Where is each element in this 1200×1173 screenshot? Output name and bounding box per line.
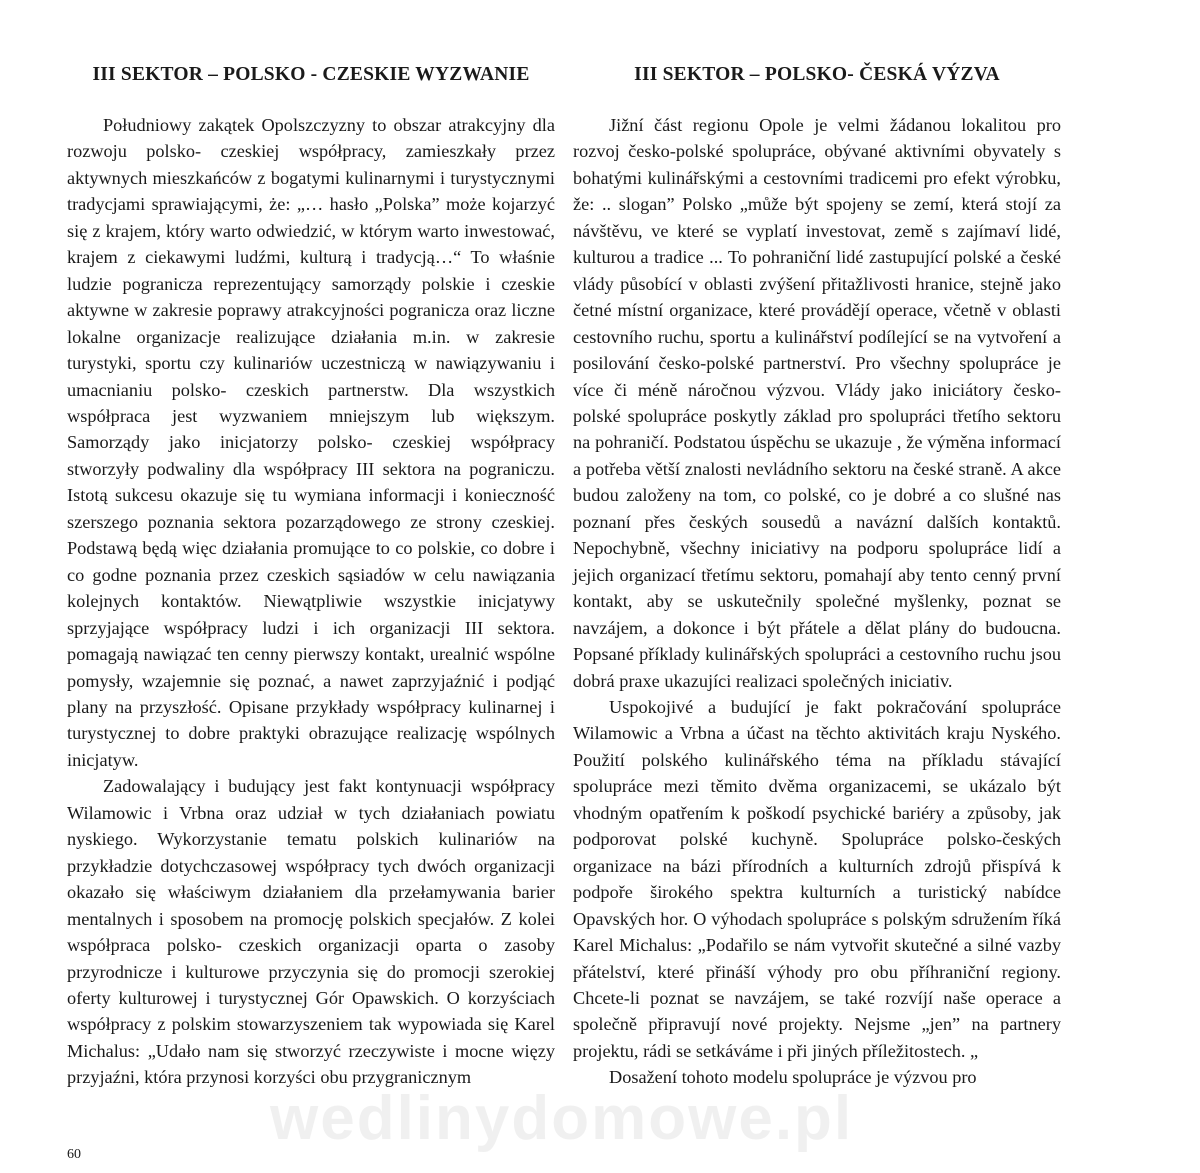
czech-column — [573, 62, 1061, 1091]
czech-paragraph-2: Uspokojivé a budující je fakt pokračování spolupráce Wilamowic a Vrbna a účast na těchto aktivitách kraju Nyského. Použití polského kulinářského téma na příkladu stávající spolupráce mezi těmito dvěma organizacemi, se ukázalo být vhodným opatřením k poškodí psychické bariéry a způsoby, jak podporovat polské kuchyně. Spolupráce polsko-českých organizace na bázi přírodních a kulturních zdrojů přispívá k podpoře širokého spektra kulturních a turistický nabídce Opavských hor. O výhodach spolupráce s polským sdružením říká Karel Michalus: „Podařilo se nám vytvořit skutečné a silné vazby přátelství, které přináší výhody pro obu příhraniční regiony. Chcete-li poznat se navzájem, se také rozvíjí naše operace a společně připravují nové projekty. Nejsme „jen” na partnery projektu, rádi se setkáváme i při jiných příležitostech. „ — [573, 696, 1061, 1061]
page-number: 60 — [67, 1147, 81, 1162]
watermark: wedlinydomowe.pl — [270, 1084, 854, 1153]
czech-paragraph-1: Jižní část regionu Opole je velmi žádanou lokalitou pro rozvoj česko-polské spolupráce, obývané aktivními obyvately s bohatými kulinářskými a cestovními tradicemi pro efekt výrobku, že: .. slogan” Polsko „může být spojeny se zemí, která stojí za návštěvu, ve které se vyplatí investovat, země s zajímaví lidé, kulturou a tradice ... To pohraniční lidé zastupující polské a české vlády působící v oblasti zvýšení přitažlivosti hranice, stejně jako četné místní organizace, které provádějí operace, včetně v oblasti cestovního ruchu, sportu a kulinářství podílející se na vytvoření a posilování česko-polské partnerství. Pro všechny spolupráce je více či méně náročnou výzvou. Vlády jako iniciátory česko- polské spolupráce poskytly základ pro spolupráci třetího sektoru na pohraničí. Podstatou úspěchu se ukazuje , že výměna informací a potřeba větší znalosti nevládního sektoru na české straně. A akce budou založeny na tom, co polské, co je dobré a co slušné nas poznaní přes českých sousedů a navázní dalších kontaktů. Nepochybně, všechny iniciativy na podporu spolupráce lidí a jejich organizací třetímu sektoru, pomahají aby tento cenný první kontakt, aby se uskutečnily společné myšlenky, poznat se navzájem, a dokonce i být přátele a dělat plány do budoucna. Popsané příklady kulinářských spolupráci a cestovního ruchu jsou dobrá praxe ukazujíci realizaci společných iniciativ. — [573, 115, 1061, 691]
czech-paragraph-3: Dosažení tohoto modelu spolupráce je výzvou pro — [609, 1067, 977, 1088]
polish-paragraph-1: Południowy zakątek Opolszczyzny to obszar atrakcyjny dla rozwoju polsko- czeskiej współpracy, zamieszkały przez aktywnych mieszkańców z bogatymi kulinarnymi i turystycznymi tradycjami sprawiającymi, że: „… hasło „Polska” może kojarzyć się z krajem, który warto odwiedzić, w którym warto inwestować, krajem z ciekawymi ludźmi, kulturą i tradycją…“ To właśnie ludzie pogranicza reprezentujący samorządy polskie i czeskie aktywne w zakresie poprawy atrakcyjności pogranicza oraz liczne lokalne organizacje realizujące działania m.in. w zakresie turystyki, sportu czy kulinariów uczestniczą w nawiązywaniu i umacnianiu polsko- czeskich partnerstw. Dla wszystkich współpraca jest wyzwaniem mniejszym lub większym. Samorządy jako inicjatorzy polsko- czeskiej współpracy stworzyły podwaliny dla współpracy III sektora na pograniczu. Istotą sukcesu okazuje się tu wymiana informacji i konieczność szerszego poznania sektora pozarządowego ze strony czeskiej. Podstawą będą więc działania promujące to co polskie, co dobre i co godne poznania przez czeskich sąsiadów w celu nawiązania kolejnych kontaktów. Niewątpliwie wszystkie inicjatywy sprzyjające współpracy ludzi i ich organizacji III sektora. pomagają nawiązać ten cenny pierwszy kontakt, urealnić wspólne pomysły, wzajemnie się poznać, a nawet zaprzyjaźnić i podjąć plany na przyszłość. Opisane przykłady współpracy kulinarnej i turystycznej to dobre praktyki obrazujące realizację wspólnych inicjatyw. — [67, 115, 555, 770]
polish-paragraph-2: Zadowalający i budujący jest fakt kontynuacji współpracy Wilamowic i Vrbna oraz udział w tych działaniach powiatu nyskiego. Wykorzystanie tematu polskich kulinariów na przykładzie dotychczasowej współpracy tych dwóch organizacji okazało się właściwym działaniem dla przełamywania barier mentalnych i sposobem na promocję polskich specjałów. Z kolei współpraca polsko- czeskich organizacji oparta o zasoby przyrodnicze i kulturowe przyczynia się do promocji szerokiej oferty kulturowej i turystycznej Gór Opawskich. O korzyściach współpracy z polskim stowarzyszeniem tak wypowiada się Karel Michalus: „Udało nam się stworzyć rzeczywiste i mocne więzy przyjaźni, która przynosi korzyści obu przygranicznym — [67, 776, 555, 1088]
czech-title: III SEKTOR – POLSKO- ČESKÁ VÝZVA — [634, 64, 1000, 85]
polish-title: III SEKTOR – POLSKO - CZESKIE WYZWANIE — [92, 64, 530, 85]
polish-column — [67, 62, 555, 1091]
